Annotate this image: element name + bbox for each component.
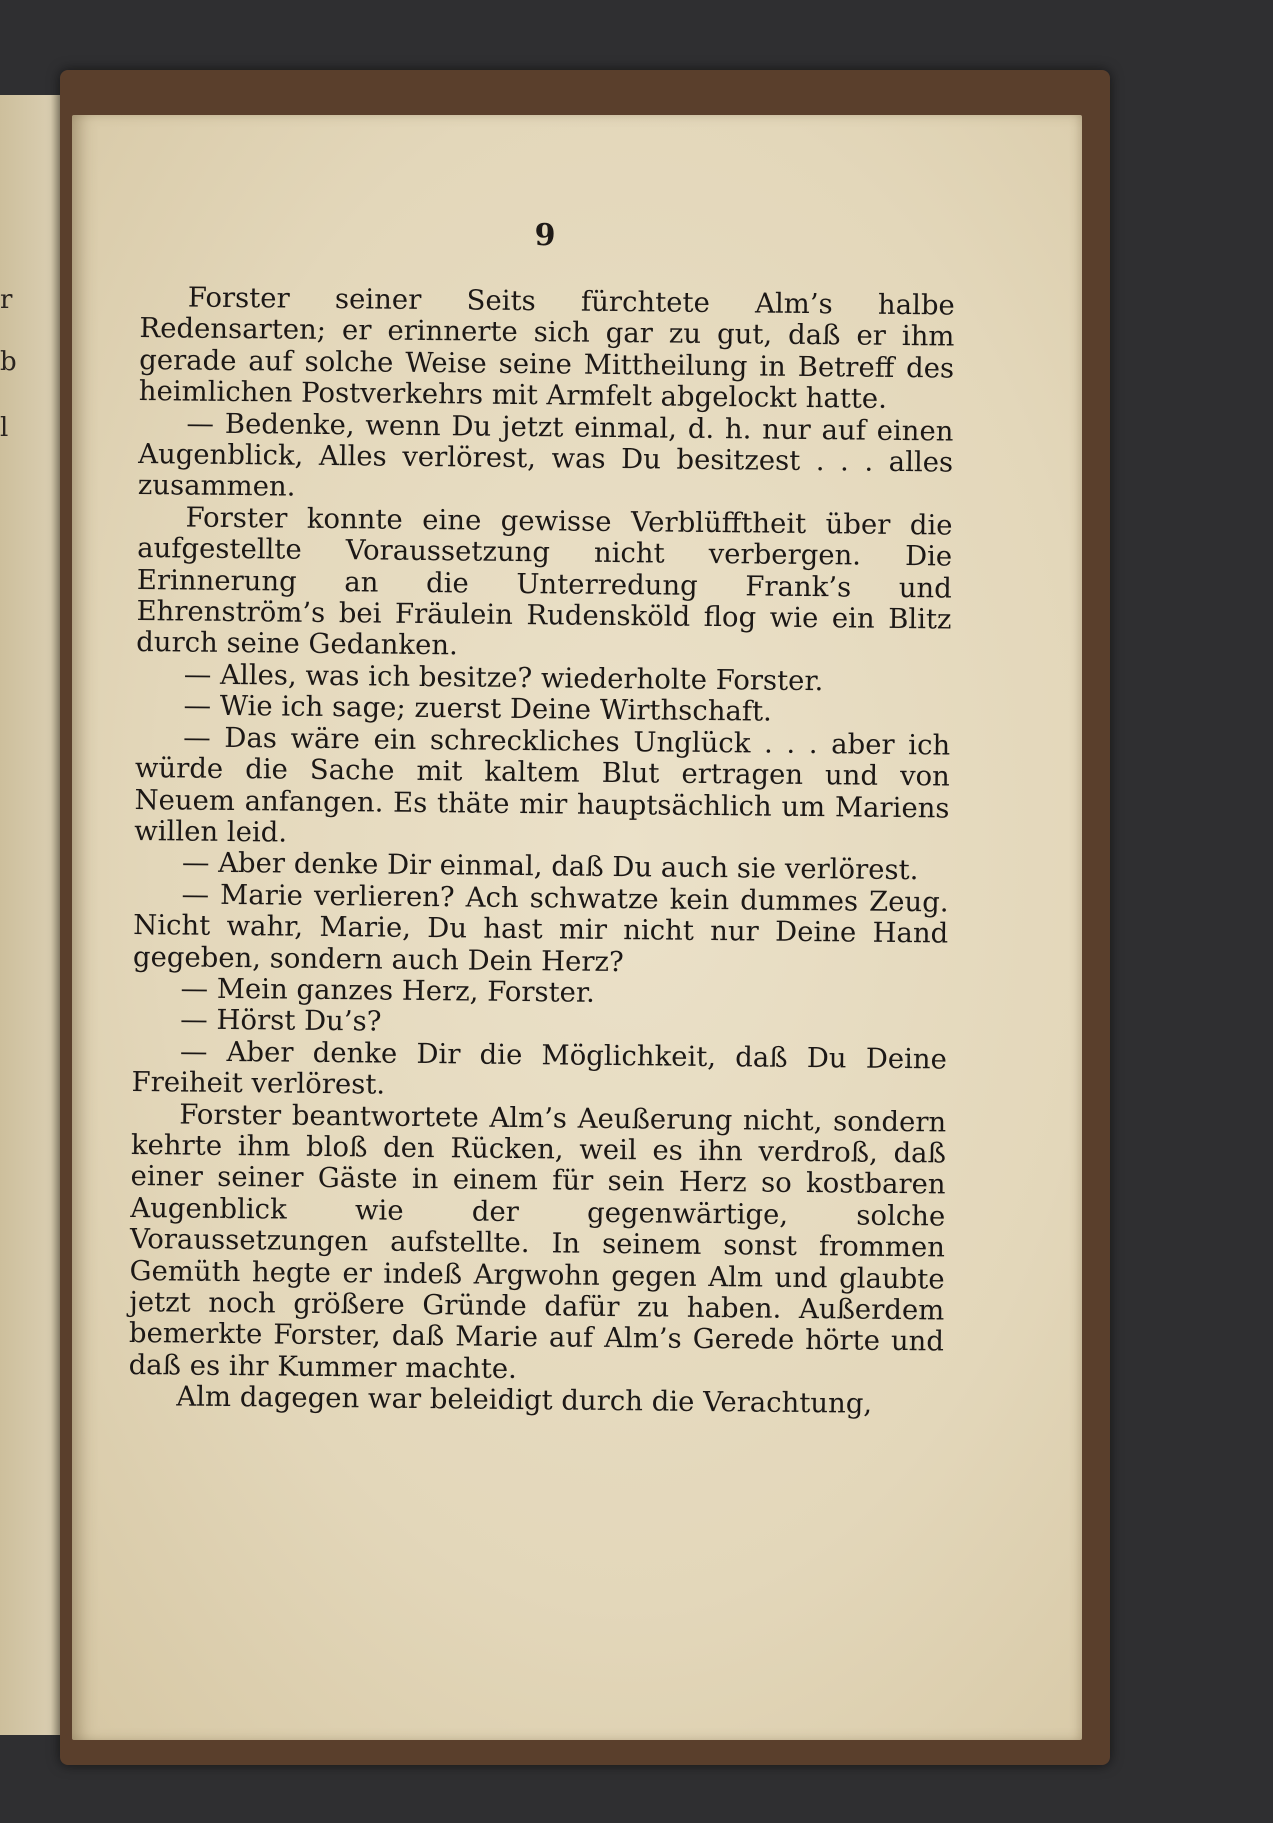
page-number: 9 xyxy=(534,218,556,253)
paragraph: — Wie ich sage; zuerst Deine Wirthschaft. xyxy=(183,689,773,728)
paragraph: Forster konnte eine gewisse Verblüfftheit über die aufgestellte Voraussetzung nicht verbergen. Die Erinnerung an die Unterredung Frank’s und Ehrenström’s bei Fräulein Rudensköld flog wie ein Blitz durch seine Gedanken. xyxy=(136,501,953,662)
paragraph: — Mein ganzes Herz, Forster. xyxy=(180,972,595,1009)
left-page-fragment: b xyxy=(0,347,17,377)
left-page-fragment: l xyxy=(0,413,9,443)
paragraph: — Aber denke Dir die Möglichkeit, daß Du Deine Freiheit verlörest. xyxy=(131,1035,948,1101)
paragraph: — Marie verlieren? Ach schwatze kein dummes Zeug. Nicht wahr, Marie, Du hast mir nicht nur Deine Hand gegeben, sondern auch Dein Herz? xyxy=(132,878,949,978)
paragraph: — Bedenke, wenn Du jetzt einmal, d. h. nur auf einen Augenblick, Alles verlörest, was Du besitzest . . . alles zusammen. xyxy=(137,407,954,504)
page-text xyxy=(128,282,955,1421)
paragraph: Forster beantwortete Alm’s Aeußerung nicht, sondern kehrte ihm bloß den Rücken, weil es ihn verdroß, daß einer seiner Gäste in einem für sein Herz so kostbaren Augenblick wie der gegenwärtige, solche Voraussetzungen aufstellte. In seinem sonst frommen Gemüth hegte er indeß Argwohn gegen Alm und glaubte jetzt noch größere Gründe dafür zu haben. Außerdem bemerkte Forster, daß Marie auf Alm’s Gerede hörte und daß es ihr Kummer machte. xyxy=(128,1098,947,1385)
paragraph: Forster seiner Seits fürchtete Alm’s halbe Redensarten; er erinnerte sich gar zu gut, daß er ihm gerade auf solche Weise seine Mittheilung in Betreff des heimlichen Postverkehrs mit Armfelt abgelockt hatte. xyxy=(138,281,955,416)
paragraph: — Das wäre ein schreckliches Unglück . . . aber ich würde die Sache mit kaltem Blut ertragen und von Neuem anfangen. Es thäte mir hauptsächlich um Mariens willen leid. xyxy=(134,721,951,849)
paragraph: — Hörst Du’s? xyxy=(180,1003,382,1038)
paragraph: — Aber denke Dir einmal, daß Du auch sie verlörest. xyxy=(181,846,919,887)
left-page-fragment: r xyxy=(0,285,13,315)
paragraph: Alm dagegen war beleidigt durch die Verachtung, xyxy=(176,1380,873,1420)
paragraph: — Alles, was ich besitze? wiederholte Forster. xyxy=(183,658,824,698)
